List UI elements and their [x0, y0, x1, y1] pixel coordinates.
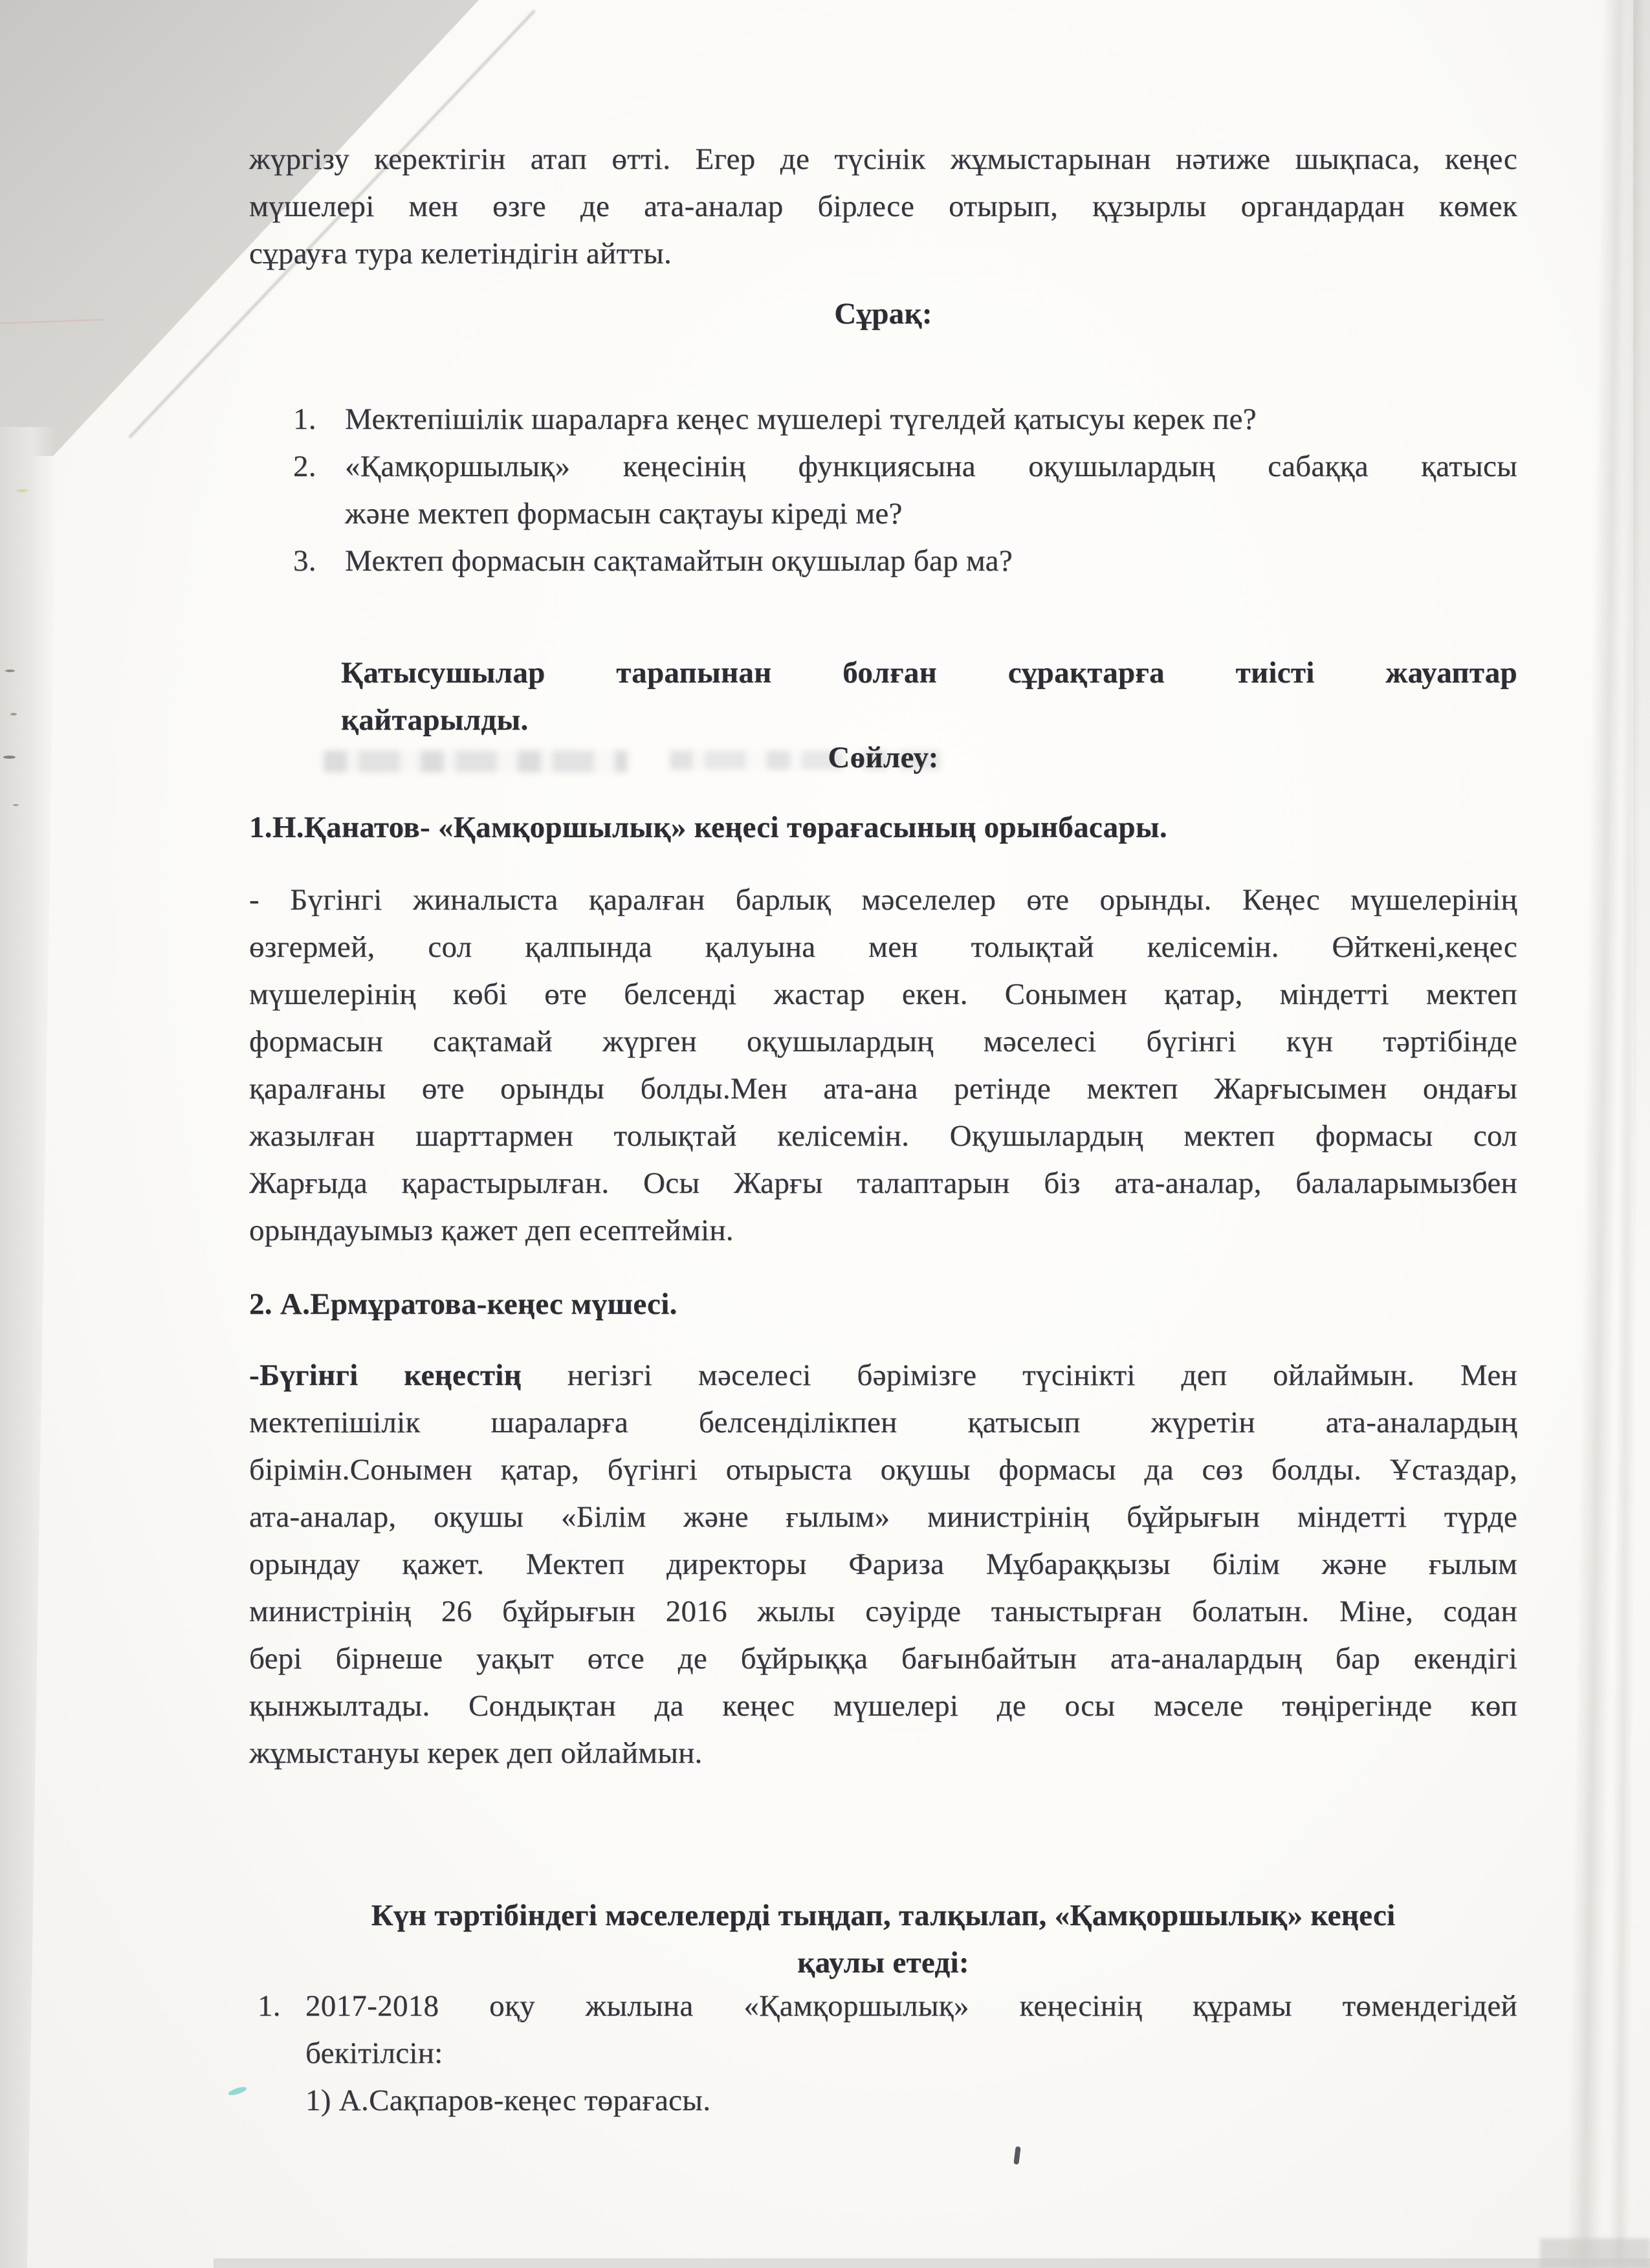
- answers-note-line: қайтарылды.: [341, 703, 529, 737]
- question-item-2: [249, 443, 1517, 538]
- intro-paragraph: [249, 136, 1517, 278]
- intro-line: мүшелері мен өзге де ата-аналар бірлесе отырып, құзырлы органдардан көмек: [249, 190, 1517, 223]
- decision-heading-line: Күн тәртібіндегі мәселелерді тыңдап, талқылап, «Қамқоршылық» кеңесі: [371, 1899, 1396, 1932]
- speaker1-speech: [249, 877, 1517, 1254]
- margin-speck: [10, 713, 17, 715]
- speech-line: қынжылтады. Сондықтан да кеңес мүшелері де осы мәселе төңірегінде көп: [249, 1689, 1517, 1723]
- speech-line: ата-аналар, оқушы «Білім және ғылым» министрінің бұйрығын міндетті түрде: [249, 1500, 1517, 1534]
- intro-line: жүргізу керектігін атап өтті. Егер де түсінік жұмыстарынан нәтиже шықпаса, кеңес: [249, 142, 1517, 176]
- speech-line: орындау қажет. Мектеп директоры Фариза Мұбараққызы білім және ғылым: [249, 1547, 1517, 1581]
- speech-line: орындауымыз қажет деп есептеймін.: [249, 1214, 734, 1247]
- intro-line: сұрауға тура келетіндігін айтты.: [249, 237, 672, 270]
- question-number: 2.: [293, 450, 316, 483]
- decision-item-number: 1.: [258, 1989, 281, 2023]
- speech-line: мүшелерінің көбі өте белсенді жастар екен. Сонымен қатар, міндетті мектеп: [249, 977, 1517, 1011]
- speech-line: бері бірнеше уақыт өтсе де бұйрыққа бағынбайтын ата-аналардың бар екендігі: [249, 1642, 1517, 1675]
- bottom-right-corner-shadow: [1540, 2238, 1650, 2268]
- question-item-1: [249, 396, 1517, 443]
- questions-title: Сұрақ:: [834, 297, 932, 331]
- speech-line: жазылған шарттармен толықтай келісемін. Оқушылардың мектеп формасы сол: [249, 1119, 1517, 1153]
- decision-heading: [249, 1892, 1517, 1987]
- question-number: 3.: [293, 544, 316, 578]
- speech-line: қаралғаны өте орынды болды.Мен ата-ана ретінде мектеп Жарғысымен ондағы: [249, 1072, 1517, 1106]
- question-number: 1.: [293, 402, 316, 436]
- speech-line: Жарғыда қарастырылған. Осы Жарғы талаптарын біз ата-аналар, балаларымызбен: [249, 1166, 1517, 1200]
- speech-line: өзгермей, сол қалпында қалуына мен толықтай келісемін. Өйткені,кеңес: [249, 930, 1517, 964]
- decision-item-line: 2017-2018 оқу жылына «Қамқоршылық» кеңесінің құрамы төмендегідей: [305, 1989, 1517, 2023]
- speech-line: министрінің 26 бұйрығын 2016 жылы сәуірде таныстырған болатын. Міне, содан: [249, 1595, 1517, 1628]
- decision-item-line: бекітілсін:: [305, 2036, 443, 2070]
- document-body: [249, 136, 1517, 2124]
- speech-title: Сөйлеу:: [828, 741, 939, 774]
- question-line: Мектеп формасын сақтамайтын оқушылар бар ма?: [345, 544, 1013, 578]
- speaker1-heading: 1.Н.Қанатов- «Қамқоршылық» кеңесі төрағасының орынбасары.: [249, 811, 1167, 844]
- speech-lead-bold: -Бүгінгі кеңестің: [249, 1358, 522, 1392]
- speech-line: мектепішілік шараларға белсенділікпен қатысып жүретін ата-аналардың: [249, 1406, 1517, 1439]
- speech-line: [249, 1352, 1517, 1399]
- speech-line: жұмыстануы керек деп ойлаймын.: [249, 1736, 703, 1770]
- question-item-3: [249, 538, 1517, 585]
- speech-line: бірімін.Сонымен қатар, бүгінгі отырыста оқушы формасы да сөз болды. Ұстаздар,: [249, 1453, 1517, 1487]
- question-line: және мектеп формасын сақтауы кіреді ме?: [345, 497, 903, 530]
- decision-heading-line: қаулы етеді:: [797, 1946, 969, 1979]
- answers-note: [341, 649, 1517, 744]
- margin-speck: [5, 670, 15, 672]
- margin-speck: [17, 489, 28, 492]
- ink-speck: [1013, 2146, 1020, 2165]
- teal-ink-speck: [227, 2086, 247, 2097]
- speech-line: - Бүгінгі жиналыста қаралған барлық мәселелер өте орынды. Кеңес мүшелерінің: [249, 883, 1517, 917]
- margin-speck: [13, 804, 19, 806]
- speaker2-speech: [249, 1352, 1517, 1777]
- speech-line: формасын сақтамай жүрген оқушылардың мәселесі бүгінгі күн тәртібінде: [249, 1025, 1517, 1058]
- questions-list: [249, 396, 1517, 585]
- speech-lead-rest: негізгі мәселесі бәрімізге түсінікті деп ойлаймын. Мен: [522, 1358, 1518, 1392]
- speaker2-heading: 2. А.Ермұратова-кеңес мүшесі.: [249, 1287, 677, 1321]
- question-line: Мектепішілік шараларға кеңес мүшелері түгелдей қатысуы керек пе?: [345, 402, 1257, 436]
- left-edge-shadow: [0, 427, 57, 2268]
- question-line: «Қамқоршылық» кеңесінің функциясына оқушылардың сабаққа қатысы: [345, 450, 1517, 483]
- decision-subitem: 1) А.Сақпаров-кеңес төрағасы.: [305, 2084, 711, 2117]
- margin-speck: [3, 756, 16, 759]
- decision-item-1: [249, 1983, 1517, 2124]
- bottom-edge-shadow: [214, 2258, 1650, 2268]
- answers-note-line: Қатысушылар тарапынан болған сұрақтарға тиісті жауаптар: [341, 656, 1517, 690]
